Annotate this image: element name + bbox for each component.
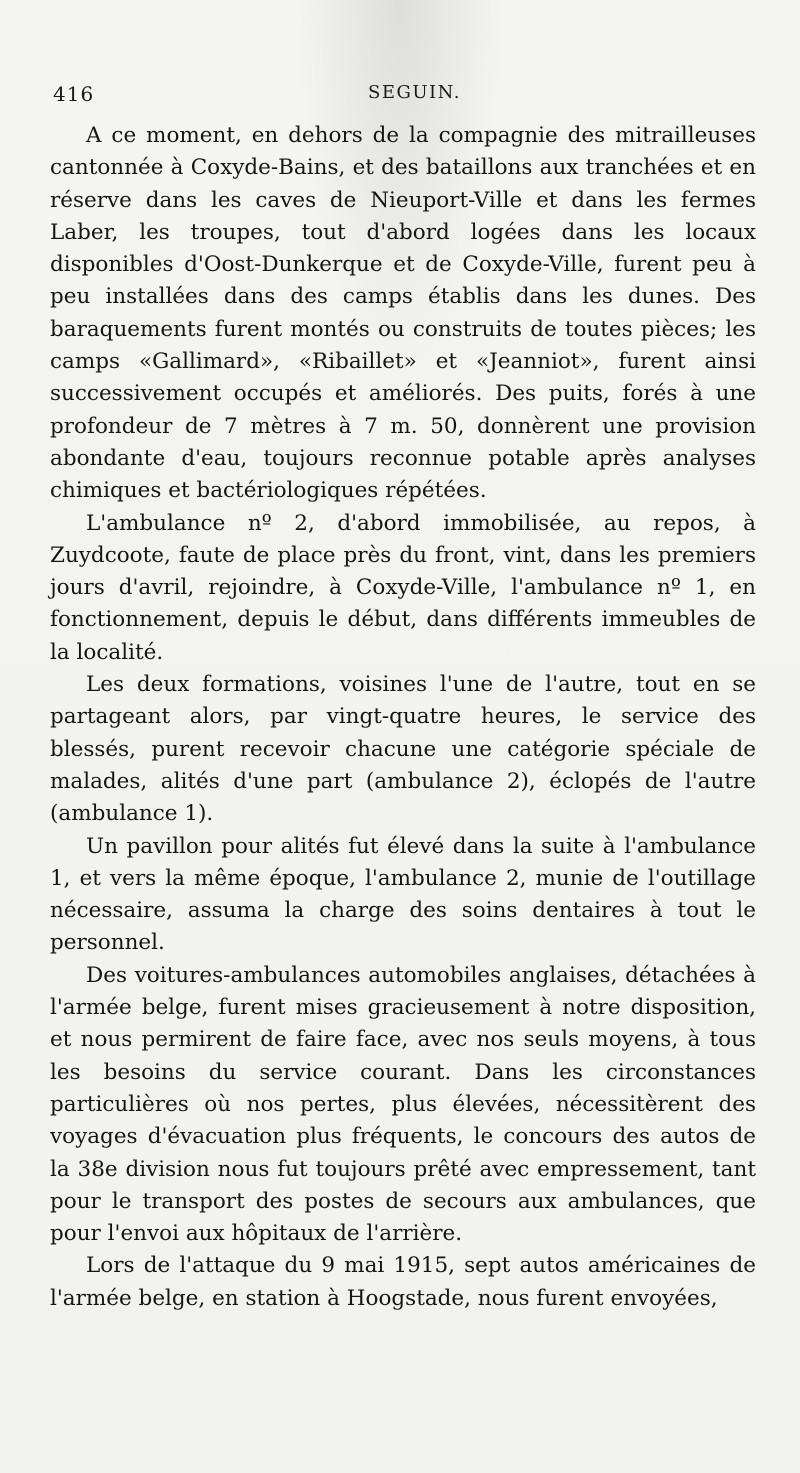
running-head [0,82,800,116]
paragraph-attaque: Lors de l'attaque du 9 mai 1915, sept autos américaines de l'armée belge, en station à Hoogstade, nous furent envoyées, [50,1253,756,1311]
body-text [50,120,756,1315]
paragraph-camps: A ce moment, en dehors de la compagnie des mitrailleuses cantonnée à Coxyde-Bains, et des bataillons aux tranchées et en réserve dans les caves de Nieuport-Ville et dans les fermes Laber, les troupes, tout d'abord logées dans les locaux disponibles d'Oost-Dunkerque et de Coxyde-Ville, furent peu à peu installées dans des camps établis dans les dunes. Des baraquements furent montés ou construits de toutes pièces; les camps «Gallimard», «Ribaillet» et «Jeanniot», furent ainsi successivement occupés et améliorés. Des puits, forés à une profondeur de 7 mètres à 7 m. 50, donnèrent une provision abondante d'eau, toujours reconnue potable après analyses chimiques et bactériologiques répétées. [50,123,756,504]
paragraph-formations: Les deux formations, voisines l'une de l'autre, tout en se partageant alors, par vingt-quatre heures, le service des blessés, purent recevoir chacune une catégorie spéciale de malades, alités d'une part (ambulance 2), éclopés de l'autre (ambulance 1). [50,672,756,827]
page-number: 416 [53,82,95,106]
running-title: SEGUIN. [368,82,461,103]
paragraph-ambulance-2: L'ambulance nº 2, d'abord immobilisée, au repos, à Zuydcoote, faute de place près du front, vint, dans les premiers jours d'avril, rejoindre, à Coxyde-Ville, l'ambulance nº 1, en fonctionnement, depuis le début, dans différents immeubles de la localité. [50,510,756,665]
paragraph-voitures: Des voitures-ambulances automobiles anglaises, détachées à l'armée belge, furent mises gracieusement à notre disposition, et nous permirent de faire face, avec nos seuls moyens, à tous les besoins du service courant. Dans les circonstances particulières où nos pertes, plus élevées, nécessitèrent des voyages d'évacuation plus fréquents, le concours des autos de la 38e division nous fut toujours prêté avec empressement, tant pour le transport des postes de secours aux ambulances, que pour l'envoi aux hôpitaux de l'arrière. [50,962,756,1247]
paragraph-pavillon: Un pavillon pour alités fut élevé dans la suite à l'ambulance 1, et vers la même époque, l'ambulance 2, munie de l'outillage nécessaire, assuma la charge des soins dentaires à tout le personnel. [50,833,756,956]
